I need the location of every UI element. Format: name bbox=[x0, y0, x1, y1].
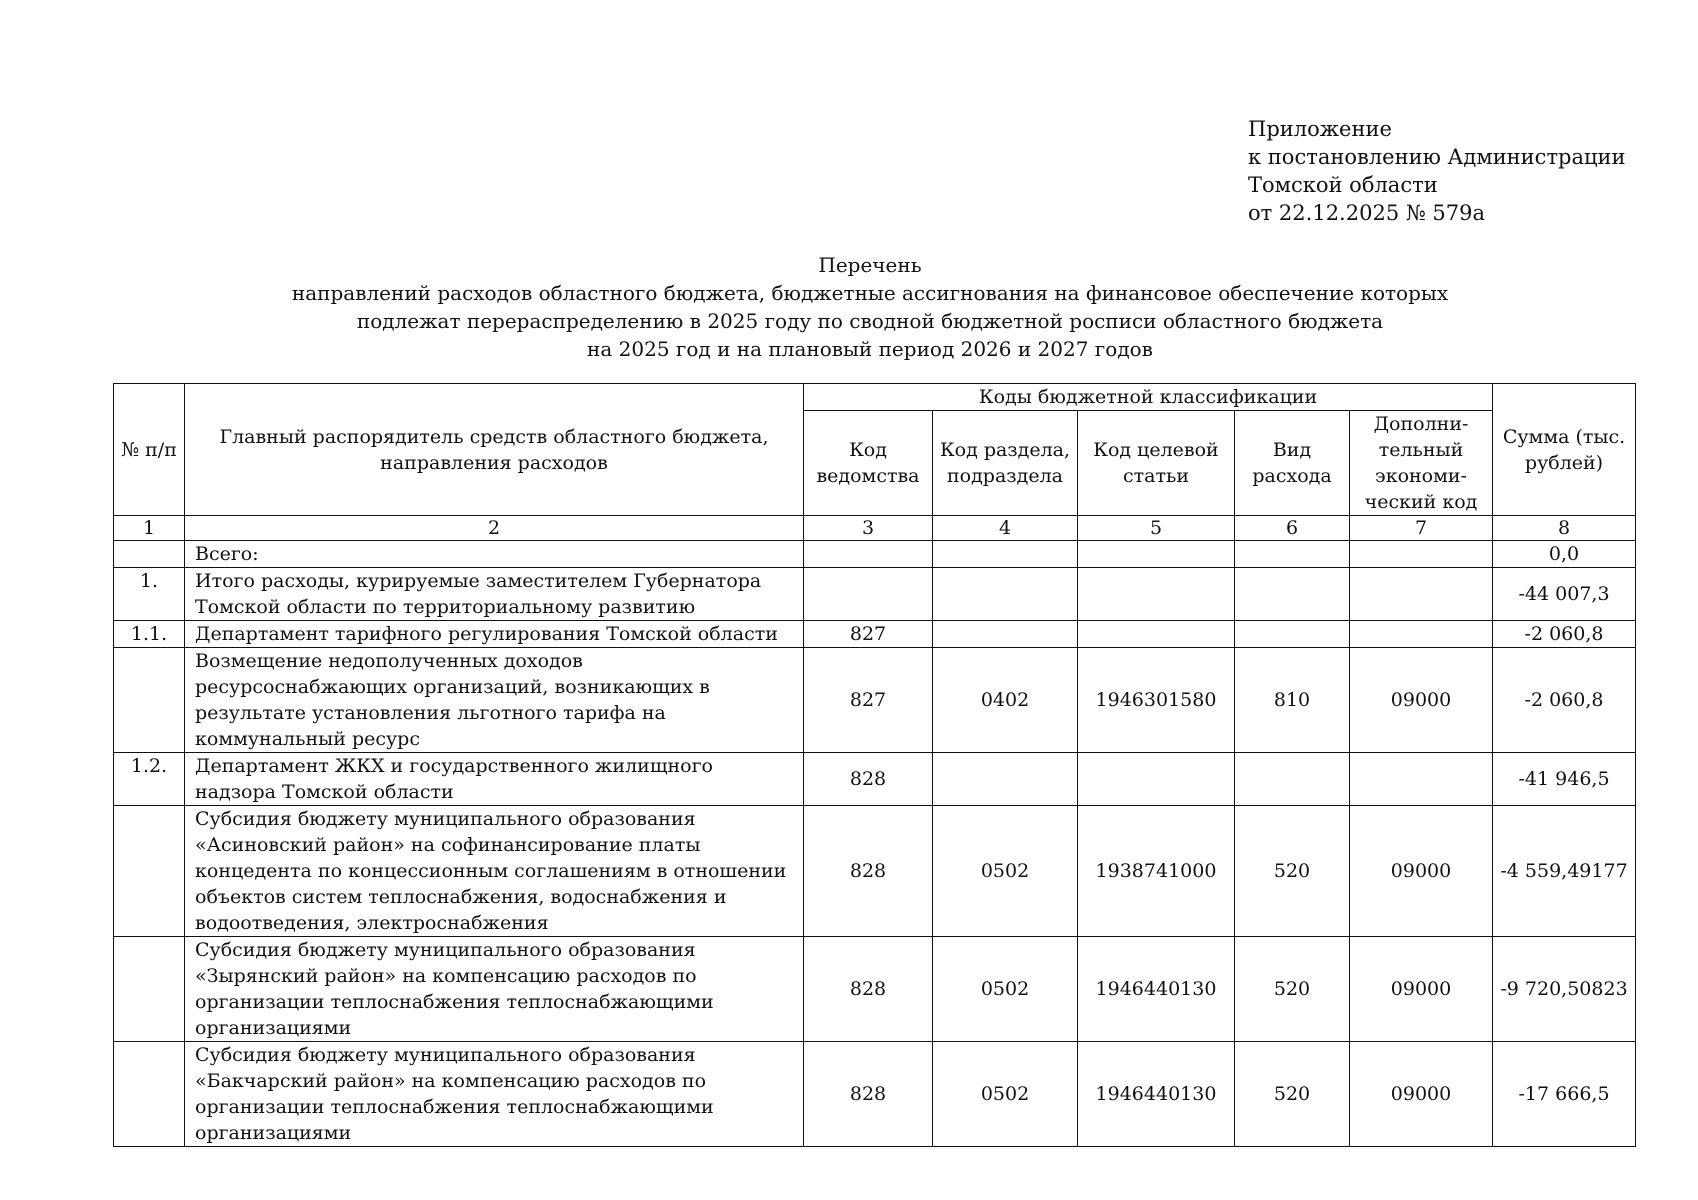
index-cell: 6 bbox=[1235, 516, 1350, 541]
cell-num bbox=[114, 937, 185, 1042]
index-cell: 2 bbox=[185, 516, 804, 541]
table-row bbox=[114, 648, 1636, 753]
header-ved: Код ведомства bbox=[804, 411, 933, 516]
header-razdel: Код раздела, подраздела bbox=[933, 411, 1078, 516]
index-cell: 4 bbox=[933, 516, 1078, 541]
title-line-2: направлений расходов областного бюджета, бюджетные ассигнования на финансовое обеспечение которых bbox=[291, 281, 1449, 305]
table-row bbox=[114, 937, 1636, 1042]
cell-sum: 0,0 bbox=[1493, 541, 1636, 568]
cell-razdel bbox=[933, 621, 1078, 648]
title-line-1: Перечень bbox=[818, 253, 922, 277]
cell-num bbox=[114, 648, 185, 753]
cell-cel bbox=[1078, 568, 1235, 621]
cell-sum: -2 060,8 bbox=[1493, 621, 1636, 648]
cell-razdel bbox=[933, 753, 1078, 806]
cell-name: Департамент ЖКХ и государственного жилищного надзора Томской области bbox=[185, 753, 804, 806]
document-title bbox=[0, 251, 1698, 363]
cell-sum: -9 720,50823 bbox=[1493, 937, 1636, 1042]
header-codes-group: Коды бюджетной классификации bbox=[804, 384, 1493, 411]
header-row-1 bbox=[114, 384, 1636, 411]
cell-ved: 827 bbox=[804, 648, 933, 753]
cell-sum: -17 666,5 bbox=[1493, 1042, 1636, 1147]
title-line-3: подлежат перераспределению в 2025 году по сводной бюджетной росписи областного бюджета bbox=[356, 309, 1384, 333]
cell-ved: 828 bbox=[804, 753, 933, 806]
cell-vid bbox=[1235, 568, 1350, 621]
index-cell: 7 bbox=[1350, 516, 1493, 541]
cell-cel: 1946440130 bbox=[1078, 1042, 1235, 1147]
cell-vid bbox=[1235, 621, 1350, 648]
cell-num bbox=[114, 1042, 185, 1147]
appendix-line-1: Приложение bbox=[1248, 117, 1392, 141]
header-num: № п/п bbox=[114, 384, 185, 516]
cell-dop bbox=[1350, 568, 1493, 621]
cell-vid bbox=[1235, 541, 1350, 568]
cell-name: Субсидия бюджету муниципального образования «Асиновский район» на софинансирование платы концедента по концессионным соглашениям в отношении объектов систем теплоснабжения, водоснабжения и водоотведения, электроснабжения bbox=[185, 806, 804, 937]
cell-ved: 828 bbox=[804, 937, 933, 1042]
cell-ved bbox=[804, 568, 933, 621]
cell-num: 1. bbox=[114, 568, 185, 621]
cell-razdel bbox=[933, 541, 1078, 568]
cell-ved bbox=[804, 541, 933, 568]
cell-razdel: 0502 bbox=[933, 937, 1078, 1042]
cell-num: 1.2. bbox=[114, 753, 185, 806]
cell-vid: 520 bbox=[1235, 806, 1350, 937]
cell-razdel bbox=[933, 568, 1078, 621]
cell-name: Субсидия бюджету муниципального образования «Бакчарский район» на компенсацию расходов по организации теплоснабжения теплоснабжающими организациями bbox=[185, 1042, 804, 1147]
cell-name: Итого расходы, курируемые заместителем Губернатора Томской области по территориальному развитию bbox=[185, 568, 804, 621]
cell-dop: 09000 bbox=[1350, 937, 1493, 1042]
cell-cel: 1938741000 bbox=[1078, 806, 1235, 937]
cell-cel bbox=[1078, 541, 1235, 568]
cell-dop bbox=[1350, 753, 1493, 806]
cell-sum: -4 559,49177 bbox=[1493, 806, 1636, 937]
header-vid: Вид расхода bbox=[1235, 411, 1350, 516]
appendix-line-2: к постановлению Администрации bbox=[1248, 145, 1626, 169]
appendix-block bbox=[1248, 115, 1626, 227]
table-row bbox=[114, 1042, 1636, 1147]
cell-vid bbox=[1235, 753, 1350, 806]
cell-dop: 09000 bbox=[1350, 648, 1493, 753]
index-cell: 8 bbox=[1493, 516, 1636, 541]
cell-ved: 827 bbox=[804, 621, 933, 648]
cell-num bbox=[114, 541, 185, 568]
cell-num: 1.1. bbox=[114, 621, 185, 648]
cell-cel: 1946301580 bbox=[1078, 648, 1235, 753]
header-sum: Сумма (тыс. рублей) bbox=[1493, 384, 1636, 516]
table-row bbox=[114, 568, 1636, 621]
cell-num bbox=[114, 806, 185, 937]
cell-cel bbox=[1078, 753, 1235, 806]
cell-dop: 09000 bbox=[1350, 1042, 1493, 1147]
cell-ved: 828 bbox=[804, 806, 933, 937]
cell-name: Всего: bbox=[185, 541, 804, 568]
table-header bbox=[114, 384, 1636, 516]
budget-table bbox=[113, 383, 1636, 1147]
table-body bbox=[114, 516, 1636, 1147]
cell-razdel: 0502 bbox=[933, 806, 1078, 937]
cell-name: Субсидия бюджету муниципального образования «Зырянский район» на компенсацию расходов по организации теплоснабжения теплоснабжающими организациями bbox=[185, 937, 804, 1042]
appendix-line-3: Томской области bbox=[1248, 173, 1438, 197]
table-row bbox=[114, 753, 1636, 806]
index-cell: 1 bbox=[114, 516, 185, 541]
cell-dop bbox=[1350, 541, 1493, 568]
cell-razdel: 0502 bbox=[933, 1042, 1078, 1147]
cell-dop bbox=[1350, 621, 1493, 648]
appendix-line-4: от 22.12.2025 № 579а bbox=[1248, 201, 1485, 225]
cell-dop: 09000 bbox=[1350, 806, 1493, 937]
header-cel: Код целевой статьи bbox=[1078, 411, 1235, 516]
cell-vid: 520 bbox=[1235, 1042, 1350, 1147]
cell-sum: -2 060,8 bbox=[1493, 648, 1636, 753]
index-cell: 5 bbox=[1078, 516, 1235, 541]
column-index-row bbox=[114, 516, 1636, 541]
cell-sum: -44 007,3 bbox=[1493, 568, 1636, 621]
cell-vid: 520 bbox=[1235, 937, 1350, 1042]
cell-razdel: 0402 bbox=[933, 648, 1078, 753]
table-row bbox=[114, 621, 1636, 648]
index-cell: 3 bbox=[804, 516, 933, 541]
cell-name: Возмещение недополученных доходов ресурсоснабжающих организаций, возникающих в результате установления льготного тарифа на коммунальный ресурс bbox=[185, 648, 804, 753]
cell-ved: 828 bbox=[804, 1042, 933, 1147]
cell-cel bbox=[1078, 621, 1235, 648]
header-dop: Дополни-тельный экономи-ческий код bbox=[1350, 411, 1493, 516]
table-row bbox=[114, 541, 1636, 568]
cell-sum: -41 946,5 bbox=[1493, 753, 1636, 806]
title-line-4: на 2025 год и на плановый период 2026 и 2027 годов bbox=[587, 337, 1153, 361]
header-name: Главный распорядитель средств областного бюджета, направления расходов bbox=[185, 384, 804, 516]
table-row bbox=[114, 806, 1636, 937]
cell-cel: 1946440130 bbox=[1078, 937, 1235, 1042]
cell-vid: 810 bbox=[1235, 648, 1350, 753]
cell-name: Департамент тарифного регулирования Томской области bbox=[185, 621, 804, 648]
